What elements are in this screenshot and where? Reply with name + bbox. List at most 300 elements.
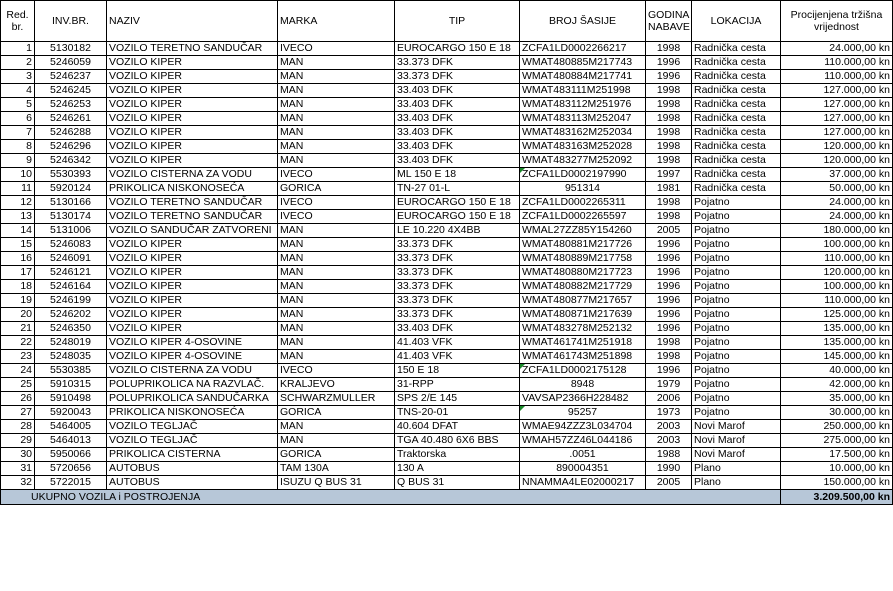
- cell-marka: MAN: [278, 322, 395, 336]
- cell-tip: 33.373 DFK: [395, 308, 520, 322]
- cell-vrijednost: 110.000,00 kn: [781, 56, 893, 70]
- cell-godina: 1998: [646, 112, 692, 126]
- cell-tip: 150 E 18: [395, 364, 520, 378]
- cell-rb: 11: [1, 182, 35, 196]
- cell-inv: 5246091: [35, 252, 107, 266]
- cell-inv: 5530393: [35, 168, 107, 182]
- cell-inv: 5530385: [35, 364, 107, 378]
- cell-inv: 5720656: [35, 462, 107, 476]
- cell-vrijednost: 135.000,00 kn: [781, 336, 893, 350]
- total-value: 3.209.500,00 kn: [781, 490, 893, 505]
- cell-lokacija: Pojatno: [692, 322, 781, 336]
- cell-lokacija: Pojatno: [692, 336, 781, 350]
- cell-inv: 5246121: [35, 266, 107, 280]
- cell-marka: MAN: [278, 280, 395, 294]
- table-row: [1, 70, 893, 84]
- cell-tip: 40.604 DFAT: [395, 420, 520, 434]
- cell-sasija: ZCFA1LD0002266217: [520, 42, 646, 56]
- cell-tip: EUROCARGO 150 E 18: [395, 196, 520, 210]
- cell-vrijednost: 120.000,00 kn: [781, 154, 893, 168]
- cell-sasija: 890004351: [520, 462, 646, 476]
- cell-rb: 29: [1, 434, 35, 448]
- table-row: [1, 280, 893, 294]
- cell-rb: 1: [1, 42, 35, 56]
- table-row: [1, 252, 893, 266]
- header-vrijednost: Procijenjena tržišna vrijednost: [781, 1, 893, 42]
- cell-sasija: WMAT483111M251998: [520, 84, 646, 98]
- cell-godina: 1996: [646, 70, 692, 84]
- cell-tip: TGA 40.480 6X6 BBS: [395, 434, 520, 448]
- cell-rb: 26: [1, 392, 35, 406]
- cell-marka: MAN: [278, 98, 395, 112]
- cell-godina: 2005: [646, 224, 692, 238]
- cell-marka: MAN: [278, 420, 395, 434]
- cell-tip: 33.373 DFK: [395, 294, 520, 308]
- cell-godina: 1973: [646, 406, 692, 420]
- cell-naziv: POLUPRIKOLICA NA RAZVLAČ.: [107, 378, 278, 392]
- cell-inv: 5130182: [35, 42, 107, 56]
- cell-sasija: WMAT480877M217657: [520, 294, 646, 308]
- table-row: [1, 420, 893, 434]
- cell-tip: TNS-20-01: [395, 406, 520, 420]
- cell-godina: 1998: [646, 154, 692, 168]
- cell-lokacija: Radnička cesta: [692, 154, 781, 168]
- cell-rb: 25: [1, 378, 35, 392]
- header-sasija: BROJ ŠASIJE: [520, 1, 646, 42]
- cell-tip: 33.403 DFK: [395, 112, 520, 126]
- cell-sasija: 95257: [520, 406, 646, 420]
- cell-naziv: PRIKOLICA CISTERNA: [107, 448, 278, 462]
- cell-rb: 4: [1, 84, 35, 98]
- cell-godina: 1996: [646, 280, 692, 294]
- cell-lokacija: Pojatno: [692, 364, 781, 378]
- header-rb: Red. br.: [1, 1, 35, 42]
- cell-naziv: VOZILO KIPER: [107, 154, 278, 168]
- cell-sasija: 8948: [520, 378, 646, 392]
- cell-naziv: VOZILO KIPER: [107, 84, 278, 98]
- cell-naziv: VOZILO KIPER 4-OSOVINE: [107, 350, 278, 364]
- cell-rb: 6: [1, 112, 35, 126]
- cell-godina: 2005: [646, 476, 692, 490]
- cell-tip: ML 150 E 18: [395, 168, 520, 182]
- cell-inv: 5246237: [35, 70, 107, 84]
- table-row: [1, 210, 893, 224]
- cell-tip: 41.403 VFK: [395, 350, 520, 364]
- cell-sasija: WMAT483163M252028: [520, 140, 646, 154]
- cell-sasija: VAVSAP2366H228482: [520, 392, 646, 406]
- table-row: [1, 42, 893, 56]
- cell-inv: 5130166: [35, 196, 107, 210]
- cell-naziv: VOZILO TERETNO SANDUČAR: [107, 210, 278, 224]
- cell-lokacija: Radnička cesta: [692, 70, 781, 84]
- cell-inv: 5920043: [35, 406, 107, 420]
- cell-godina: 1998: [646, 350, 692, 364]
- cell-godina: 1998: [646, 196, 692, 210]
- cell-lokacija: Pojatno: [692, 252, 781, 266]
- cell-godina: 1998: [646, 84, 692, 98]
- cell-sasija: .0051: [520, 448, 646, 462]
- cell-godina: 1996: [646, 252, 692, 266]
- cell-vrijednost: 10.000,00 kn: [781, 462, 893, 476]
- table-row: [1, 294, 893, 308]
- cell-rb: 16: [1, 252, 35, 266]
- cell-vrijednost: 135.000,00 kn: [781, 322, 893, 336]
- cell-vrijednost: 127.000,00 kn: [781, 98, 893, 112]
- cell-rb: 5: [1, 98, 35, 112]
- cell-vrijednost: 24.000,00 kn: [781, 42, 893, 56]
- cell-marka: MAN: [278, 84, 395, 98]
- cell-lokacija: Pojatno: [692, 224, 781, 238]
- cell-godina: 1979: [646, 378, 692, 392]
- cell-vrijednost: 180.000,00 kn: [781, 224, 893, 238]
- cell-tip: 33.403 DFK: [395, 98, 520, 112]
- cell-naziv: VOZILO KIPER: [107, 56, 278, 70]
- cell-marka: GORICA: [278, 448, 395, 462]
- cell-rb: 2: [1, 56, 35, 70]
- cell-naziv: VOZILO KIPER: [107, 308, 278, 322]
- header-naziv: NAZIV: [107, 1, 278, 42]
- table-row: [1, 140, 893, 154]
- cell-tip: 33.403 DFK: [395, 140, 520, 154]
- cell-godina: 1996: [646, 56, 692, 70]
- cell-lokacija: Radnička cesta: [692, 42, 781, 56]
- cell-marka: MAN: [278, 252, 395, 266]
- total-row: [1, 490, 893, 505]
- cell-lokacija: Pojatno: [692, 378, 781, 392]
- table-row: [1, 154, 893, 168]
- cell-vrijednost: 127.000,00 kn: [781, 84, 893, 98]
- cell-sasija: WMAH57ZZ46L044186: [520, 434, 646, 448]
- cell-tip: EUROCARGO 150 E 18: [395, 42, 520, 56]
- cell-marka: MAN: [278, 336, 395, 350]
- cell-vrijednost: 145.000,00 kn: [781, 350, 893, 364]
- cell-tip: 33.373 DFK: [395, 280, 520, 294]
- cell-marka: GORICA: [278, 182, 395, 196]
- cell-vrijednost: 37.000,00 kn: [781, 168, 893, 182]
- cell-lokacija: Radnička cesta: [692, 98, 781, 112]
- cell-rb: 19: [1, 294, 35, 308]
- cell-rb: 20: [1, 308, 35, 322]
- cell-naziv: VOZILO TERETNO SANDUČAR: [107, 196, 278, 210]
- cell-inv: 5246350: [35, 322, 107, 336]
- cell-rb: 14: [1, 224, 35, 238]
- cell-naziv: VOZILO KIPER: [107, 70, 278, 84]
- table-row: [1, 112, 893, 126]
- cell-tip: 33.403 DFK: [395, 126, 520, 140]
- cell-naziv: VOZILO KIPER: [107, 112, 278, 126]
- cell-lokacija: Pojatno: [692, 280, 781, 294]
- table-row: [1, 126, 893, 140]
- cell-inv: 5910498: [35, 392, 107, 406]
- cell-vrijednost: 127.000,00 kn: [781, 112, 893, 126]
- cell-inv: 5464013: [35, 434, 107, 448]
- cell-inv: 5248035: [35, 350, 107, 364]
- table-row: [1, 238, 893, 252]
- cell-vrijednost: 100.000,00 kn: [781, 238, 893, 252]
- cell-naziv: AUTOBUS: [107, 462, 278, 476]
- cell-godina: 1998: [646, 336, 692, 350]
- cell-marka: MAN: [278, 434, 395, 448]
- cell-godina: 1996: [646, 308, 692, 322]
- cell-vrijednost: 40.000,00 kn: [781, 364, 893, 378]
- cell-tip: 33.373 DFK: [395, 238, 520, 252]
- cell-vrijednost: 120.000,00 kn: [781, 266, 893, 280]
- cell-lokacija: Pojatno: [692, 294, 781, 308]
- cell-tip: TN-27 01-L: [395, 182, 520, 196]
- cell-inv: 5246245: [35, 84, 107, 98]
- cell-inv: 5131006: [35, 224, 107, 238]
- cell-marka: IVECO: [278, 42, 395, 56]
- table-row: [1, 392, 893, 406]
- cell-marka: MAN: [278, 56, 395, 70]
- cell-naziv: VOZILO TEGLJAČ: [107, 434, 278, 448]
- header-tip: TIP: [395, 1, 520, 42]
- cell-lokacija: Pojatno: [692, 238, 781, 252]
- cell-lokacija: Pojatno: [692, 406, 781, 420]
- cell-vrijednost: 150.000,00 kn: [781, 476, 893, 490]
- table-row: [1, 98, 893, 112]
- cell-rb: 7: [1, 126, 35, 140]
- table-row: [1, 406, 893, 420]
- cell-rb: 3: [1, 70, 35, 84]
- cell-sasija: ZCFA1LD0002265597: [520, 210, 646, 224]
- table-row: [1, 322, 893, 336]
- cell-naziv: VOZILO KIPER: [107, 266, 278, 280]
- cell-inv: 5246164: [35, 280, 107, 294]
- cell-naziv: PRIKOLICA NISKONOSEĆA: [107, 182, 278, 196]
- cell-godina: 1998: [646, 126, 692, 140]
- cell-tip: 33.403 DFK: [395, 154, 520, 168]
- cell-marka: MAN: [278, 294, 395, 308]
- cell-rb: 32: [1, 476, 35, 490]
- cell-tip: 31-RPP: [395, 378, 520, 392]
- cell-vrijednost: 120.000,00 kn: [781, 140, 893, 154]
- header-marka: MARKA: [278, 1, 395, 42]
- cell-godina: 1996: [646, 294, 692, 308]
- table-row: [1, 266, 893, 280]
- cell-marka: IVECO: [278, 196, 395, 210]
- table-row: [1, 336, 893, 350]
- cell-sasija: ZCFA1LD0002175128: [520, 364, 646, 378]
- cell-sasija: WMAT483162M252034: [520, 126, 646, 140]
- cell-marka: GORICA: [278, 406, 395, 420]
- cell-inv: 5246199: [35, 294, 107, 308]
- cell-tip: EUROCARGO 150 E 18: [395, 210, 520, 224]
- cell-lokacija: Plano: [692, 476, 781, 490]
- cell-godina: 2006: [646, 392, 692, 406]
- cell-rb: 17: [1, 266, 35, 280]
- table-row: [1, 196, 893, 210]
- cell-lokacija: Novi Marof: [692, 448, 781, 462]
- cell-vrijednost: 127.000,00 kn: [781, 126, 893, 140]
- cell-sasija: WMAT480881M217726: [520, 238, 646, 252]
- cell-inv: 5246202: [35, 308, 107, 322]
- cell-tip: 33.373 DFK: [395, 70, 520, 84]
- cell-inv: 5246253: [35, 98, 107, 112]
- cell-tip: 33.373 DFK: [395, 56, 520, 70]
- cell-tip: 41.403 VFK: [395, 336, 520, 350]
- cell-naziv: VOZILO KIPER: [107, 294, 278, 308]
- cell-lokacija: Radnička cesta: [692, 182, 781, 196]
- cell-naziv: VOZILO TEGLJAČ: [107, 420, 278, 434]
- cell-rb: 18: [1, 280, 35, 294]
- cell-inv: 5920124: [35, 182, 107, 196]
- cell-inv: 5246342: [35, 154, 107, 168]
- table-header: [1, 1, 893, 42]
- cell-sasija: ZCFA1LD0002197990: [520, 168, 646, 182]
- table-row: [1, 350, 893, 364]
- cell-sasija: WMAT483278M252132: [520, 322, 646, 336]
- cell-naziv: VOZILO KIPER: [107, 252, 278, 266]
- cell-tip: SPS 2/E 145: [395, 392, 520, 406]
- cell-marka: MAN: [278, 140, 395, 154]
- cell-vrijednost: 24.000,00 kn: [781, 196, 893, 210]
- table-row: [1, 462, 893, 476]
- cell-rb: 15: [1, 238, 35, 252]
- cell-naziv: VOZILO KIPER: [107, 322, 278, 336]
- cell-rb: 22: [1, 336, 35, 350]
- cell-tip: 33.373 DFK: [395, 252, 520, 266]
- cell-vrijednost: 100.000,00 kn: [781, 280, 893, 294]
- table-row: [1, 182, 893, 196]
- cell-vrijednost: 250.000,00 kn: [781, 420, 893, 434]
- cell-vrijednost: 275.000,00 kn: [781, 434, 893, 448]
- cell-sasija: WMAT483112M251976: [520, 98, 646, 112]
- cell-rb: 24: [1, 364, 35, 378]
- cell-marka: MAN: [278, 154, 395, 168]
- cell-marka: MAN: [278, 238, 395, 252]
- cell-rb: 31: [1, 462, 35, 476]
- cell-inv: 5950066: [35, 448, 107, 462]
- cell-sasija: WMAE94ZZZ3L034704: [520, 420, 646, 434]
- cell-tip: LE 10.220 4X4BB: [395, 224, 520, 238]
- cell-sasija: WMAT480885M217743: [520, 56, 646, 70]
- cell-tip: Traktorska: [395, 448, 520, 462]
- cell-godina: 1990: [646, 462, 692, 476]
- cell-marka: MAN: [278, 266, 395, 280]
- cell-godina: 2003: [646, 420, 692, 434]
- cell-godina: 1996: [646, 266, 692, 280]
- cell-naziv: VOZILO SANDUČAR ZATVORENI: [107, 224, 278, 238]
- cell-marka: MAN: [278, 350, 395, 364]
- cell-marka: KRALJEVO: [278, 378, 395, 392]
- cell-marka: IVECO: [278, 210, 395, 224]
- cell-tip: 33.403 DFK: [395, 322, 520, 336]
- table-row: [1, 378, 893, 392]
- table-row: [1, 476, 893, 490]
- cell-naziv: PRIKOLICA NISKONOSEĆA: [107, 406, 278, 420]
- cell-lokacija: Novi Marof: [692, 420, 781, 434]
- cell-sasija: WMAL27ZZ85Y154260: [520, 224, 646, 238]
- cell-naziv: VOZILO KIPER: [107, 280, 278, 294]
- cell-tip: 130 A: [395, 462, 520, 476]
- cell-lokacija: Pojatno: [692, 350, 781, 364]
- cell-rb: 27: [1, 406, 35, 420]
- cell-godina: 1988: [646, 448, 692, 462]
- cell-rb: 28: [1, 420, 35, 434]
- cell-sasija: WMAT480880M217723: [520, 266, 646, 280]
- cell-sasija: WMAT483113M252047: [520, 112, 646, 126]
- cell-inv: 5246296: [35, 140, 107, 154]
- cell-naziv: VOZILO KIPER: [107, 98, 278, 112]
- table-row: [1, 434, 893, 448]
- cell-tip: Q BUS 31: [395, 476, 520, 490]
- cell-lokacija: Pojatno: [692, 266, 781, 280]
- cell-godina: 2003: [646, 434, 692, 448]
- cell-lokacija: Radnička cesta: [692, 112, 781, 126]
- cell-marka: IVECO: [278, 364, 395, 378]
- cell-vrijednost: 110.000,00 kn: [781, 294, 893, 308]
- cell-marka: SCHWARZMULLER: [278, 392, 395, 406]
- header-inv: INV.BR.: [35, 1, 107, 42]
- cell-lokacija: Radnička cesta: [692, 140, 781, 154]
- cell-godina: 1996: [646, 322, 692, 336]
- cell-marka: MAN: [278, 112, 395, 126]
- cell-inv: 5910315: [35, 378, 107, 392]
- cell-naziv: VOZILO CISTERNA ZA VODU: [107, 364, 278, 378]
- cell-rb: 23: [1, 350, 35, 364]
- cell-marka: MAN: [278, 126, 395, 140]
- cell-rb: 13: [1, 210, 35, 224]
- cell-godina: 1997: [646, 168, 692, 182]
- cell-lokacija: Pojatno: [692, 308, 781, 322]
- cell-vrijednost: 42.000,00 kn: [781, 378, 893, 392]
- cell-marka: MAN: [278, 308, 395, 322]
- total-label: UKUPNO VOZILA i POSTROJENJA: [1, 490, 781, 505]
- cell-vrijednost: 125.000,00 kn: [781, 308, 893, 322]
- cell-godina: 1996: [646, 238, 692, 252]
- cell-lokacija: Pojatno: [692, 210, 781, 224]
- cell-inv: 5246083: [35, 238, 107, 252]
- cell-sasija: ZCFA1LD0002265311: [520, 196, 646, 210]
- cell-naziv: POLUPRIKOLICA SANDUČARKA: [107, 392, 278, 406]
- cell-naziv: VOZILO TERETNO SANDUČAR: [107, 42, 278, 56]
- cell-vrijednost: 50.000,00 kn: [781, 182, 893, 196]
- table-body: [1, 42, 893, 490]
- cell-godina: 1998: [646, 42, 692, 56]
- cell-lokacija: Radnička cesta: [692, 168, 781, 182]
- cell-sasija: WMAT480882M217729: [520, 280, 646, 294]
- cell-marka: IVECO: [278, 168, 395, 182]
- cell-inv: 5248019: [35, 336, 107, 350]
- cell-sasija: WMAT480889M217758: [520, 252, 646, 266]
- cell-naziv: VOZILO KIPER: [107, 140, 278, 154]
- cell-godina: 1998: [646, 140, 692, 154]
- table-row: [1, 448, 893, 462]
- cell-sasija: WMAT483277M252092: [520, 154, 646, 168]
- cell-inv: 5246288: [35, 126, 107, 140]
- cell-sasija: WMAT461743M251898: [520, 350, 646, 364]
- cell-vrijednost: 35.000,00 kn: [781, 392, 893, 406]
- cell-sasija: NNAMMA4LE02000217: [520, 476, 646, 490]
- cell-rb: 9: [1, 154, 35, 168]
- table-row: [1, 224, 893, 238]
- cell-sasija: WMAT480871M217639: [520, 308, 646, 322]
- header-lokacija: LOKACIJA: [692, 1, 781, 42]
- cell-inv: 5722015: [35, 476, 107, 490]
- cell-godina: 1996: [646, 364, 692, 378]
- cell-rb: 21: [1, 322, 35, 336]
- cell-vrijednost: 17.500,00 kn: [781, 448, 893, 462]
- cell-lokacija: Pojatno: [692, 196, 781, 210]
- header-godina: GODINA NABAVE: [646, 1, 692, 42]
- cell-inv: 5464005: [35, 420, 107, 434]
- table-row: [1, 56, 893, 70]
- cell-lokacija: Pojatno: [692, 392, 781, 406]
- cell-godina: 1981: [646, 182, 692, 196]
- cell-vrijednost: 24.000,00 kn: [781, 210, 893, 224]
- cell-lokacija: Radnička cesta: [692, 84, 781, 98]
